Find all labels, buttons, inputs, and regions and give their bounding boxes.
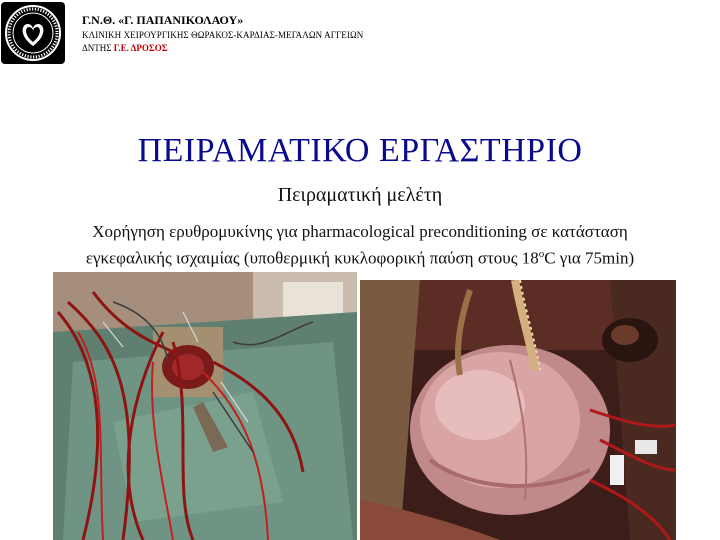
degree-superscript: ο — [538, 248, 545, 260]
director-line — [82, 43, 168, 53]
description-line-2 — [20, 243, 700, 270]
photo-exposed-heart — [360, 280, 676, 540]
hospital-name: Γ.Ν.Θ. «Γ. ΠΑΠΑΝΙΚΟΛΑΟΥ» — [82, 13, 244, 27]
clinic-name: ΚΛΙΝΙΚΗ ΧΕΙΡΟΥΡΓΙΚΗΣ ΘΩΡΑΚΟΣ-ΚΑΡΔΙΑΣ-ΜΕΓΑΛΩΝ ΑΓΓΕΙΩΝ — [82, 30, 364, 40]
description-line-2-start: εγκεφαλικής ισχαιμίας (υποθερμική κυκλοφορική παύση στους 18 — [85, 248, 539, 268]
clinic-logo — [1, 2, 65, 64]
description-line-2-end: C για 75min) — [544, 248, 635, 268]
description — [20, 221, 700, 270]
director-name: Γ.Ε. ΔΡΟΣΟΣ — [113, 43, 168, 53]
page-subtitle: Πειραματική μελέτη — [277, 184, 443, 206]
heart-emblem-icon — [1, 2, 65, 64]
photo-surgical-setup — [53, 272, 357, 540]
description-line-1: Χορήγηση ερυθρομυκίνης για pharmacological preconditioning σε κατάσταση — [92, 222, 628, 241]
director-prefix: ΔΝΤΗΣ — [82, 43, 112, 53]
page-title: ΠΕΙΡΑΜΑΤΙΚΟ ΕΡΓΑΣΤΗΡΙΟ — [137, 132, 583, 169]
